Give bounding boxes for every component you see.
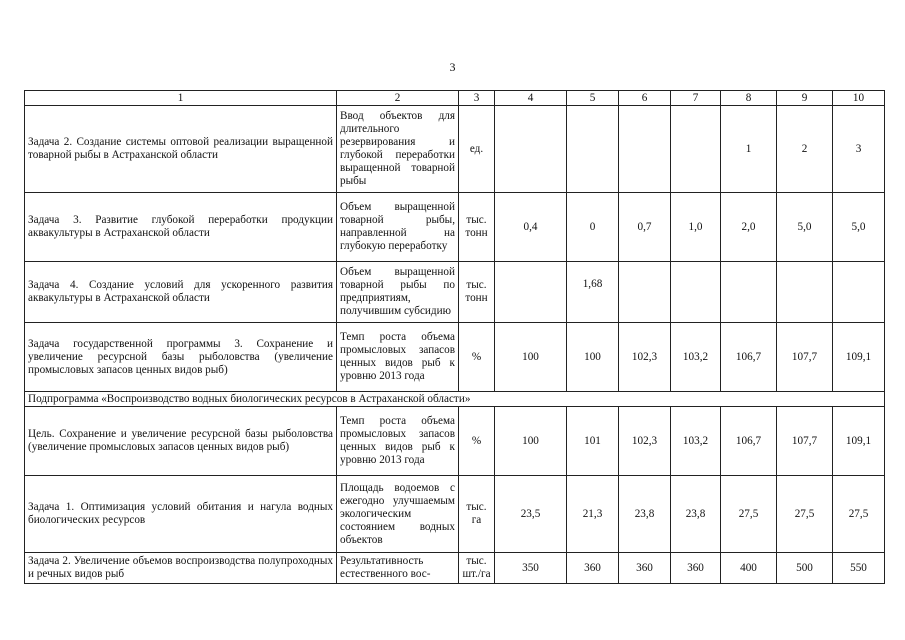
task-cell: Цель. Сохранение и увеличение ресурсной базы рыболовства (увеличение промысловых запасов ценных видов рыб) [25, 407, 337, 476]
value-cell [619, 106, 671, 193]
value-cell [619, 262, 671, 323]
value-cell [833, 262, 885, 323]
indicator-cell: Темп роста объема промысловых запасов ценных видов рыб к уровню 2013 года [337, 323, 459, 392]
header-cell: 5 [567, 91, 619, 106]
value-cell: 101 [567, 407, 619, 476]
value-cell: 100 [495, 323, 567, 392]
table-row [25, 553, 885, 584]
indicator-cell: Ввод объектов для длительного резервирования и глубокой переработки выращенной товарной рыбы [337, 106, 459, 193]
task-cell: Задача 2. Создание системы оптовой реализации выращенной товарной рыбы в Астраханской области [25, 106, 337, 193]
task-cell: Задача 3. Развитие глубокой переработки продукции аквакультуры в Астраханской области [25, 193, 337, 262]
table-row [25, 476, 885, 553]
value-cell [567, 262, 619, 323]
subprogram-row [25, 392, 885, 407]
value-cell: 109,1 [833, 407, 885, 476]
value-cell: 102,3 [619, 407, 671, 476]
value-cell [671, 106, 721, 193]
table-row [25, 262, 885, 323]
indicator-cell: Темп роста объема промысловых запасов ценных видов рыб к уровню 2013 года [337, 407, 459, 476]
value-cell: 350 [495, 553, 567, 584]
indicator-cell: Результативность естественного вос- [337, 553, 459, 584]
unit-cell: % [459, 323, 495, 392]
value-cell: 100 [495, 407, 567, 476]
header-cell: 1 [25, 91, 337, 106]
value-cell: 103,2 [671, 323, 721, 392]
value-cell: 107,7 [777, 323, 833, 392]
header-cell: 6 [619, 91, 671, 106]
value-text: 1,68 [582, 277, 603, 290]
value-cell: 106,7 [721, 407, 777, 476]
header-cell: 10 [833, 91, 885, 106]
unit-cell: тыс. шт./га [459, 553, 495, 584]
task-cell: Задача 1. Оптимизация условий обитания и нагула водных биологических ресурсов [25, 476, 337, 553]
value-cell: 21,3 [567, 476, 619, 553]
value-cell: 1 [721, 106, 777, 193]
value-cell: 27,5 [777, 476, 833, 553]
value-cell: 107,7 [777, 407, 833, 476]
value-cell: 400 [721, 553, 777, 584]
table-row [25, 323, 885, 392]
value-cell [495, 106, 567, 193]
value-cell: 23,8 [619, 476, 671, 553]
task-cell: Задача государственной программы 3. Сохранение и увеличение ресурсной базы рыболовства (увеличение промысловых запасов ценных видов рыб) [25, 323, 337, 392]
value-cell: 550 [833, 553, 885, 584]
unit-cell: тыс. тонн [459, 193, 495, 262]
header-cell: 3 [459, 91, 495, 106]
indicator-cell: Площадь водоемов с ежегодно улучшаемым экологическим состоянием водных объектов [337, 476, 459, 553]
table-row [25, 106, 885, 193]
unit-cell: ед. [459, 106, 495, 193]
table-row [25, 407, 885, 476]
header-cell: 9 [777, 91, 833, 106]
value-cell: 23,5 [495, 476, 567, 553]
value-cell: 0,7 [619, 193, 671, 262]
value-cell: 500 [777, 553, 833, 584]
task-cell: Задача 4. Создание условий для ускоренного развития аквакультуры в Астраханской области [25, 262, 337, 323]
value-cell [721, 262, 777, 323]
value-cell: 2 [777, 106, 833, 193]
value-cell: 3 [833, 106, 885, 193]
value-cell: 360 [671, 553, 721, 584]
indicator-cell: Объем выращенной товарной рыбы по предприятиям, получившим субсидию [337, 262, 459, 323]
value-cell: 2,0 [721, 193, 777, 262]
value-cell: 5,0 [777, 193, 833, 262]
value-cell: 27,5 [833, 476, 885, 553]
subprogram-title: Подпрограмма «Воспроизводство водных биологических ресурсов в Астраханской области» [25, 392, 885, 407]
table-row [25, 193, 885, 262]
value-cell: 100 [567, 323, 619, 392]
indicator-cell: Объем выращенной товарной рыбы, направленной на глубокую переработку [337, 193, 459, 262]
value-cell: 102,3 [619, 323, 671, 392]
task-cell: Задача 2. Увеличение объемов воспроизводства полупроходных и речных видов рыб [25, 553, 337, 584]
value-cell: 0,4 [495, 193, 567, 262]
unit-cell: % [459, 407, 495, 476]
value-cell [567, 106, 619, 193]
unit-cell: тыс. га [459, 476, 495, 553]
value-cell: 23,8 [671, 476, 721, 553]
value-cell: 360 [619, 553, 671, 584]
value-cell: 360 [567, 553, 619, 584]
header-cell: 8 [721, 91, 777, 106]
unit-cell: тыс. тонн [459, 262, 495, 323]
header-cell: 7 [671, 91, 721, 106]
value-cell: 27,5 [721, 476, 777, 553]
value-cell [777, 262, 833, 323]
value-cell: 103,2 [671, 407, 721, 476]
header-row [25, 91, 885, 106]
value-cell [495, 262, 567, 323]
indicators-table [24, 90, 885, 584]
value-cell: 109,1 [833, 323, 885, 392]
header-cell: 4 [495, 91, 567, 106]
value-cell: 1,0 [671, 193, 721, 262]
header-cell: 2 [337, 91, 459, 106]
page-number: 3 [449, 60, 456, 74]
value-cell: 0 [567, 193, 619, 262]
value-cell [671, 262, 721, 323]
value-cell: 5,0 [833, 193, 885, 262]
value-cell: 106,7 [721, 323, 777, 392]
